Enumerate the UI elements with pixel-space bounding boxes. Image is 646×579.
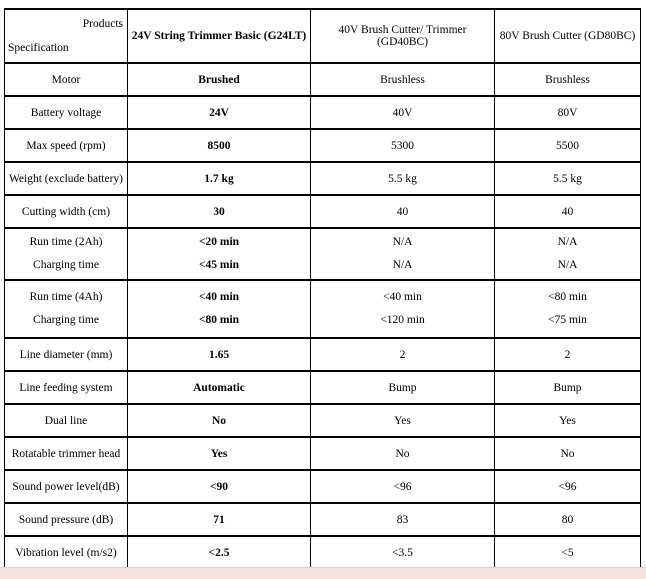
spec-value-cell bbox=[495, 280, 641, 338]
spec-row bbox=[5, 503, 641, 536]
spec-value-cell: 83 bbox=[311, 503, 495, 536]
spec-row bbox=[5, 162, 641, 195]
spec-value-cell: 40V bbox=[311, 96, 495, 129]
spec-value-cell: 30 bbox=[128, 195, 311, 228]
spec-value-cell: Automatic bbox=[128, 371, 311, 404]
spec-value-cell: Bump bbox=[311, 371, 495, 404]
spec-value-line: <45 min bbox=[198, 259, 240, 271]
spec-value-cell: Brushed bbox=[128, 63, 311, 96]
spec-label-cell: Vibration level (m/s2) bbox=[5, 536, 128, 569]
spec-value-cell: 2 bbox=[311, 338, 495, 371]
spec-row bbox=[5, 338, 641, 371]
spec-row bbox=[5, 371, 641, 404]
spec-value-cell: 1.65 bbox=[128, 338, 311, 371]
spec-value-cell: <90 bbox=[128, 470, 311, 503]
spec-value-cell: 8500 bbox=[128, 129, 311, 162]
spec-row bbox=[5, 195, 641, 228]
product-specification-table bbox=[4, 8, 641, 570]
spec-label-line: Charging time bbox=[33, 259, 99, 271]
spec-value-cell bbox=[495, 228, 641, 280]
spec-value-cell: Yes bbox=[128, 437, 311, 470]
bottom-strip bbox=[0, 567, 646, 579]
spec-value-cell bbox=[128, 228, 311, 280]
spec-value-line: N/A bbox=[392, 236, 413, 248]
product-column-header: 40V Brush Cutter/ Trimmer (GD40BC) bbox=[311, 9, 495, 63]
spec-value-line: <40 min bbox=[383, 291, 422, 303]
spec-table-body bbox=[5, 63, 641, 569]
spec-value-line: N/A bbox=[557, 236, 578, 248]
spec-value-cell: Brushless bbox=[495, 63, 641, 96]
spec-value-line: <80 min bbox=[548, 291, 587, 303]
spec-label-line: Charging time bbox=[33, 314, 99, 326]
product-column-header: 80V Brush Cutter (GD80BC) bbox=[495, 9, 641, 63]
spec-value-cell bbox=[311, 228, 495, 280]
spec-value-cell: 80 bbox=[495, 503, 641, 536]
spec-value-cell bbox=[311, 280, 495, 338]
spec-value-line: <75 min bbox=[548, 314, 587, 326]
spec-value-line: <20 min bbox=[198, 236, 240, 248]
spec-value-cell: 1.7 kg bbox=[128, 162, 311, 195]
corner-cell bbox=[5, 9, 128, 63]
spec-value-cell: 5300 bbox=[311, 129, 495, 162]
spec-label-cell: Battery voltage bbox=[5, 96, 128, 129]
spec-value-line: <40 min bbox=[198, 291, 240, 303]
spec-value-cell: <2.5 bbox=[128, 536, 311, 569]
spec-row bbox=[5, 437, 641, 470]
spec-value-cell: 40 bbox=[311, 195, 495, 228]
spec-value-line: N/A bbox=[392, 259, 413, 271]
spec-value-cell: <3.5 bbox=[311, 536, 495, 569]
spec-value-cell bbox=[128, 280, 311, 338]
spec-value-cell: Yes bbox=[311, 404, 495, 437]
spec-value-cell: 2 bbox=[495, 338, 641, 371]
spec-label-cell: Dual line bbox=[5, 404, 128, 437]
spec-value-line: <120 min bbox=[380, 314, 425, 326]
corner-specification-label: Specification bbox=[8, 42, 69, 54]
spec-value-cell: 71 bbox=[128, 503, 311, 536]
spec-label-cell: Line feeding system bbox=[5, 371, 128, 404]
spec-value-cell: 5.5 kg bbox=[311, 162, 495, 195]
spec-value-cell: Yes bbox=[495, 404, 641, 437]
spec-value-cell: 5500 bbox=[495, 129, 641, 162]
spec-value-cell: 5.5 kg bbox=[495, 162, 641, 195]
spec-label-line: Run time (4Ah) bbox=[29, 291, 103, 303]
spec-label-line: Run time (2Ah) bbox=[29, 236, 103, 248]
spec-label-cell: Cutting width (cm) bbox=[5, 195, 128, 228]
spec-label-cell bbox=[5, 280, 128, 338]
spec-row bbox=[5, 96, 641, 129]
spec-row bbox=[5, 536, 641, 569]
spec-row bbox=[5, 228, 641, 280]
spec-label-cell: Sound power level(dB) bbox=[5, 470, 128, 503]
header-row bbox=[5, 9, 641, 63]
spec-label-cell: Sound pressure (dB) bbox=[5, 503, 128, 536]
spec-value-cell: <96 bbox=[495, 470, 641, 503]
spec-value-line: N/A bbox=[557, 259, 578, 271]
spec-value-cell: No bbox=[495, 437, 641, 470]
spec-value-cell: 40 bbox=[495, 195, 641, 228]
spec-value-cell: No bbox=[128, 404, 311, 437]
spec-table-head bbox=[5, 9, 641, 63]
spec-value-cell: 80V bbox=[495, 96, 641, 129]
spec-value-line: <80 min bbox=[198, 314, 240, 326]
spec-label-cell bbox=[5, 228, 128, 280]
spec-row bbox=[5, 280, 641, 338]
spec-row bbox=[5, 129, 641, 162]
spec-row bbox=[5, 404, 641, 437]
spec-value-cell: Bump bbox=[495, 371, 641, 404]
spec-row bbox=[5, 63, 641, 96]
spec-label-cell: Weight (exclude battery) bbox=[5, 162, 128, 195]
spec-value-cell: Brushless bbox=[311, 63, 495, 96]
spec-table-container bbox=[4, 8, 641, 570]
spec-label-cell: Max speed (rpm) bbox=[5, 129, 128, 162]
spec-label-cell: Rotatable trimmer head bbox=[5, 437, 128, 470]
product-column-header: 24V String Trimmer Basic (G24LT) bbox=[128, 9, 311, 63]
spec-value-cell: 24V bbox=[128, 96, 311, 129]
spec-value-cell: <96 bbox=[311, 470, 495, 503]
spec-label-cell: Motor bbox=[5, 63, 128, 96]
spec-value-cell: <5 bbox=[495, 536, 641, 569]
spec-label-cell: Line diameter (mm) bbox=[5, 338, 128, 371]
spec-row bbox=[5, 470, 641, 503]
corner-products-label: Products bbox=[82, 18, 123, 30]
spec-value-cell: No bbox=[311, 437, 495, 470]
